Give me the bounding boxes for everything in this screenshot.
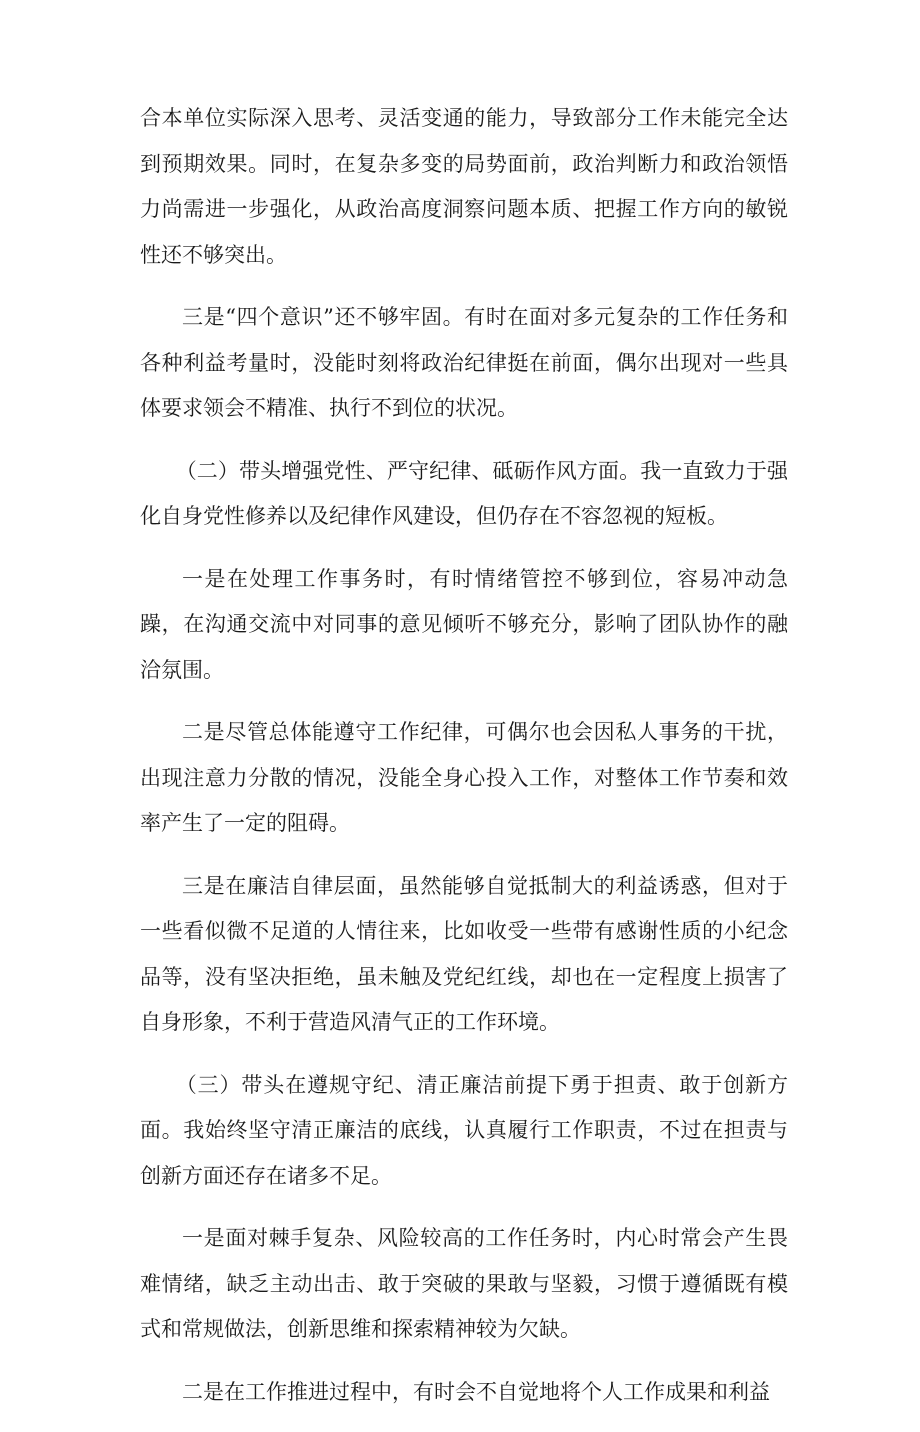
section-heading-two: （二）带头增强党性、严守纪律、砥砺作风方面。我一直致力于强化自身党性修养以及纪律作风建设，但仍存在不容忽视的短板。 [140,458,788,528]
paragraph-point-two: 二是尽管总体能遵守工作纪律，可偶尔也会因私人事务的干扰，出现注意力分散的情况，没能全身心投入工作，对整体工作节奏和效率产生了一定的阻碍。 [140,720,788,835]
paragraph-point-three: 三是“四个意识”还不够牢固。有时在面对多元复杂的工作任务和各种利益考量时，没能时刻将政治纪律挺在前面，偶尔出现对一些具体要求领会不精准、执行不到位的状况。 [140,305,788,420]
paragraph-continuation: 合本单位实际深入思考、灵活变通的能力，导致部分工作未能完全达到预期效果。同时，在复杂多变的局势面前，政治判断力和政治领悟力尚需进一步强化，从政治高度洞察问题本质、把握工作方向的敏锐性还不够突出。 [140,106,788,267]
paragraph-point-two-progress: 二是在工作推进过程中，有时会不自觉地将个人工作成果和利益 [182,1379,770,1404]
section-heading-three: （三）带头在遵规守纪、清正廉洁前提下勇于担责、敢于创新方面。我始终坚守清正廉洁的底线，认真履行工作职责，不过在担责与创新方面还存在诸多不足。 [140,1072,788,1188]
paragraph-point-one-innovation: 一是面对棘手复杂、风险较高的工作任务时，内心时常会产生畏难情绪，缺乏主动出击、敢于突破的果敢与坚毅，习惯于遵循既有模式和常规做法，创新思维和探索精神较为欠缺。 [140,1226,788,1341]
document-body [140,96,788,1432]
paragraph-point-three-integrity: 三是在廉洁自律层面，虽然能够自觉抵制大的利益诱惑，但对于一些看似微不足道的人情往来，比如收受一些带有感谢性质的小纪念品等，没有坚决拒绝，虽未触及党纪红线，却也在一定程度上损害了自身形象，不利于营造风清气正的工作环境。 [140,873,788,1034]
paragraph-point-one: 一是在处理工作事务时，有时情绪管控不够到位，容易冲动急躁，在沟通交流中对同事的意见倾听不够充分，影响了团队协作的融洽氛围。 [140,566,788,682]
